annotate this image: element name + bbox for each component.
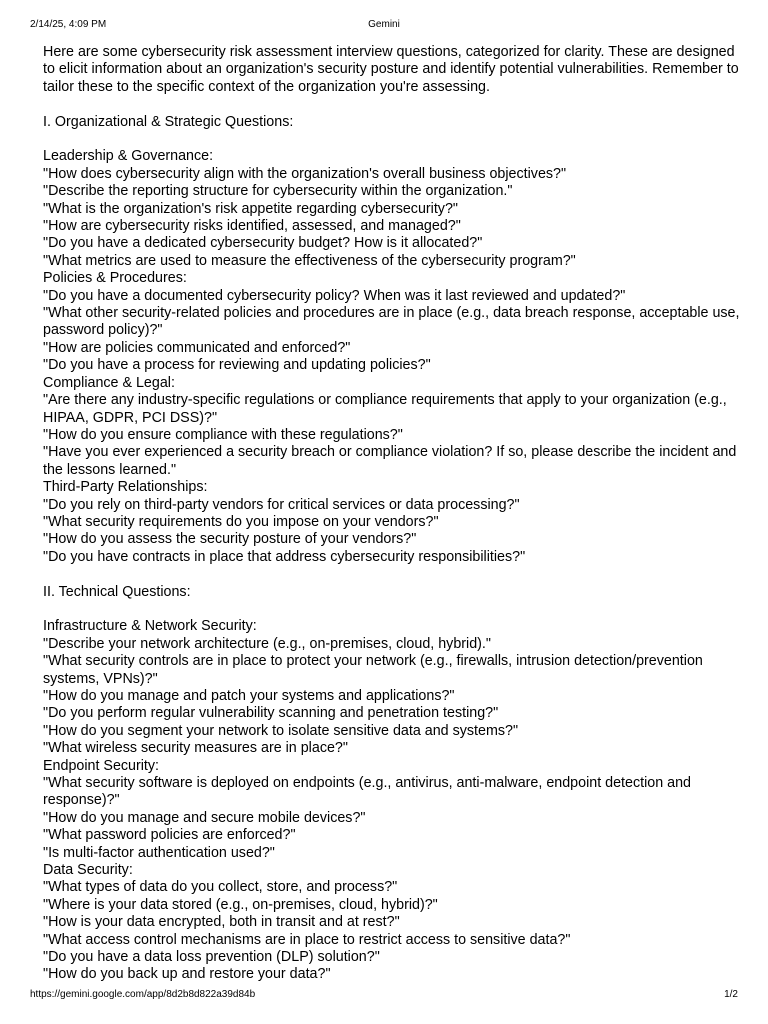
question-group <box>43 758 743 862</box>
question-item: "Where is your data stored (e.g., on-premises, cloud, hybrid)?" <box>43 896 438 913</box>
question-item: "What security requirements do you impose on your vendors?" <box>43 513 439 530</box>
page-title: Gemini <box>368 19 400 30</box>
question-item: "How do you ensure compliance with these regulations?" <box>43 426 403 443</box>
question-item: "How do you back up and restore your data?" <box>43 966 331 983</box>
question-item: "Are there any industry-specific regulations or compliance requirements that apply to your organization (e.g., HIPAA, GDPR, PCI DSS)?" <box>43 392 727 426</box>
question-item: "What password policies are enforced?" <box>43 827 296 844</box>
page-url: https://gemini.google.com/app/8d2b8d822a39d84b <box>30 989 256 1000</box>
question-group <box>43 270 743 374</box>
question-item: "Do you rely on third-party vendors for critical services or data processing?" <box>43 496 520 513</box>
question-group <box>43 479 743 566</box>
question-item: "Describe the reporting structure for cybersecurity within the organization." <box>43 183 513 200</box>
question-item: "What access control mechanisms are in place to restrict access to sensitive data?" <box>43 931 571 948</box>
question-item: "What security controls are in place to protect your network (e.g., firewalls, intrusion detection/prevention systems, VPNs)?" <box>43 653 703 687</box>
page-number: 1/2 <box>724 989 738 1000</box>
group-heading: Policies & Procedures: <box>43 270 187 287</box>
question-item: "Do you perform regular vulnerability scanning and penetration testing?" <box>43 705 499 722</box>
question-group <box>43 862 743 984</box>
question-item: "Do you have contracts in place that address cybersecurity responsibilities?" <box>43 548 526 565</box>
section-technical <box>43 618 743 984</box>
group-heading: Compliance & Legal: <box>43 374 175 391</box>
question-item: "Have you ever experienced a security breach or compliance violation? If so, please describe the incident and the lessons learned." <box>43 444 737 478</box>
question-item: "What other security-related policies and procedures are in place (e.g., data breach response, acceptable use, password policy)?" <box>43 305 740 339</box>
question-item: "How are cybersecurity risks identified, assessed, and managed?" <box>43 218 461 235</box>
question-group <box>43 375 743 479</box>
question-item: "How do you manage and patch your systems and applications?" <box>43 687 455 704</box>
print-header <box>30 19 738 33</box>
section-title: I. Organizational & Strategic Questions: <box>43 113 294 130</box>
group-heading: Endpoint Security: <box>43 757 160 774</box>
question-item: "Do you have a process for reviewing and updating policies?" <box>43 357 431 374</box>
question-item: "How do you segment your network to isolate sensitive data and systems?" <box>43 722 519 739</box>
group-heading: Leadership & Governance: <box>43 148 214 165</box>
question-item: "What types of data do you collect, store, and process?" <box>43 879 398 896</box>
group-heading: Infrastructure & Network Security: <box>43 618 257 635</box>
intro-paragraph: Here are some cybersecurity risk assessment interview questions, categorized for clarity. These are designed to elicit information about an organization's security posture and identify potential vulnerabilities. Remember to tailor these to the specific context of the organization you're assessing. <box>43 44 739 95</box>
question-group <box>43 148 743 270</box>
question-item: "What is the organization's risk appetite regarding cybersecurity?" <box>43 200 458 217</box>
question-item: "What metrics are used to measure the effectiveness of the cybersecurity program?" <box>43 252 576 269</box>
question-item: "How is your data encrypted, both in transit and at rest?" <box>43 914 400 931</box>
question-group <box>43 618 743 757</box>
question-item: "How are policies communicated and enforced?" <box>43 339 351 356</box>
group-heading: Data Security: <box>43 862 133 879</box>
question-item: "How do you assess the security posture of your vendors?" <box>43 531 417 548</box>
section-title: II. Technical Questions: <box>43 583 191 600</box>
section-organizational <box>43 148 743 566</box>
question-item: "Is multi-factor authentication used?" <box>43 844 275 861</box>
question-item: "What wireless security measures are in place?" <box>43 740 348 757</box>
print-footer <box>30 989 738 1003</box>
question-item: "How do you manage and secure mobile devices?" <box>43 809 366 826</box>
question-item: "Describe your network architecture (e.g., on-premises, cloud, hybrid)." <box>43 635 491 652</box>
document-body <box>43 44 743 984</box>
question-item: "Do you have a documented cybersecurity policy? When was it last reviewed and updated?" <box>43 287 626 304</box>
question-item: "How does cybersecurity align with the organization's overall business objectives?" <box>43 165 567 182</box>
question-item: "Do you have a dedicated cybersecurity budget? How is it allocated?" <box>43 235 483 252</box>
group-heading: Third-Party Relationships: <box>43 479 208 496</box>
question-item: "Do you have a data loss prevention (DLP) solution?" <box>43 949 380 966</box>
question-item: "What security software is deployed on endpoints (e.g., antivirus, anti-malware, endpoint detection and response)?" <box>43 775 691 809</box>
print-date: 2/14/25, 4:09 PM <box>30 19 107 30</box>
